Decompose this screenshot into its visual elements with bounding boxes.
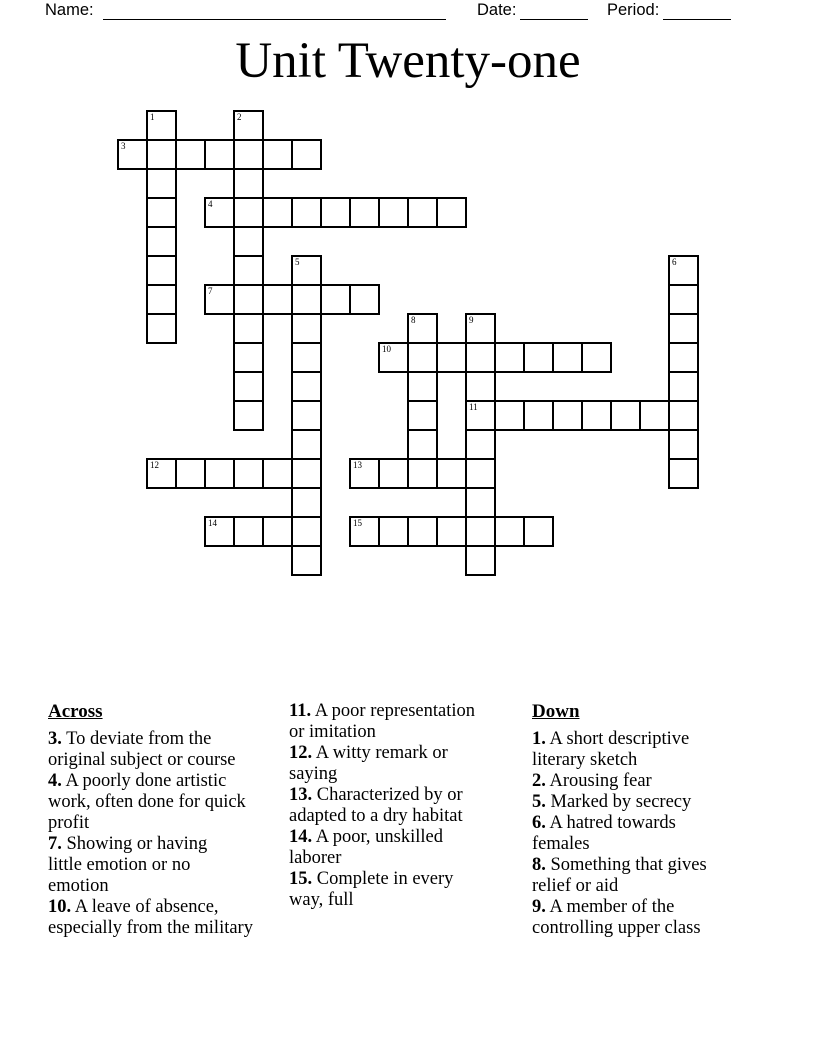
grid-cell[interactable] xyxy=(262,284,293,315)
clue-text-line: literary sketch xyxy=(532,750,638,770)
grid-cell[interactable] xyxy=(407,371,438,402)
cell-number: 14 xyxy=(208,518,217,528)
grid-cell[interactable] xyxy=(494,342,525,373)
clue-number: 5. xyxy=(532,792,546,812)
clue-text-line: 11. A poor representation xyxy=(289,701,475,721)
grid-cell[interactable] xyxy=(291,371,322,402)
grid-cell[interactable] xyxy=(349,516,380,547)
cell-number: 8 xyxy=(411,315,416,325)
grid-cell[interactable] xyxy=(291,487,322,518)
cell-number: 9 xyxy=(469,315,474,325)
grid-cell[interactable] xyxy=(233,458,264,489)
down-clue-list xyxy=(532,729,732,939)
cell-number: 10 xyxy=(382,344,391,354)
grid-cell[interactable] xyxy=(407,400,438,431)
grid-cell[interactable] xyxy=(233,139,264,170)
grid-cell[interactable] xyxy=(523,516,554,547)
clue-number: 4. xyxy=(48,771,62,791)
grid-cell[interactable] xyxy=(204,139,235,170)
page-title: Unit Twenty-one xyxy=(235,33,581,89)
grid-cell[interactable] xyxy=(349,458,380,489)
clue-number: 2. xyxy=(532,771,546,791)
clue-number: 9. xyxy=(532,897,546,917)
grid-cell[interactable] xyxy=(465,516,496,547)
grid-cell[interactable] xyxy=(349,284,380,315)
clue-text-line: little emotion or no xyxy=(48,855,191,875)
clue-text-line: 14. A poor, unskilled xyxy=(289,827,443,847)
grid-cell[interactable] xyxy=(465,400,496,431)
clue-text-line: emotion xyxy=(48,876,109,896)
cell-number: 3 xyxy=(121,141,126,151)
clue-across-15 xyxy=(289,869,504,911)
grid-cell[interactable] xyxy=(291,516,322,547)
clue-number: 1. xyxy=(532,729,546,749)
grid-cell[interactable] xyxy=(291,284,322,315)
grid-cell[interactable] xyxy=(291,458,322,489)
grid-cell[interactable] xyxy=(552,400,583,431)
grid-cell[interactable] xyxy=(581,342,612,373)
clue-across-13 xyxy=(289,785,504,827)
grid-cell[interactable] xyxy=(262,516,293,547)
clue-down-9 xyxy=(532,897,732,939)
grid-cell[interactable] xyxy=(407,458,438,489)
grid-cell[interactable] xyxy=(639,400,670,431)
clue-text-line: 6. A hatred towards xyxy=(532,813,676,833)
grid-cell[interactable] xyxy=(378,458,409,489)
grid-cell[interactable] xyxy=(465,458,496,489)
grid-cell[interactable] xyxy=(233,313,264,344)
grid-cell[interactable] xyxy=(233,371,264,402)
grid-cell[interactable] xyxy=(349,197,380,228)
grid-cell[interactable] xyxy=(407,516,438,547)
grid-cell[interactable] xyxy=(204,284,235,315)
across-clue-list-continued xyxy=(289,701,504,911)
clue-across-4 xyxy=(48,771,288,834)
grid-cell[interactable] xyxy=(581,400,612,431)
grid-cell[interactable] xyxy=(668,313,699,344)
clue-text-line: 10. A leave of absence, xyxy=(48,897,219,917)
grid-cell[interactable] xyxy=(262,458,293,489)
grid-cell[interactable] xyxy=(291,342,322,373)
grid-cell[interactable] xyxy=(378,197,409,228)
clue-across-11 xyxy=(289,701,504,743)
grid-cell[interactable] xyxy=(146,139,177,170)
grid-cell[interactable] xyxy=(291,139,322,170)
grid-cell[interactable] xyxy=(320,284,351,315)
clue-number: 7. xyxy=(48,834,62,854)
cell-number: 6 xyxy=(672,257,677,267)
clue-text-line: 15. Complete in every xyxy=(289,869,454,889)
grid-cell[interactable] xyxy=(320,197,351,228)
grid-cell[interactable] xyxy=(494,516,525,547)
grid-cell[interactable] xyxy=(291,429,322,460)
period-blank-line[interactable] xyxy=(663,3,731,20)
clues-column-down xyxy=(532,701,732,939)
grid-cell[interactable] xyxy=(233,168,264,199)
clue-text-line: especially from the military xyxy=(48,918,253,938)
cell-number: 11 xyxy=(469,402,478,412)
grid-cell[interactable] xyxy=(291,313,322,344)
down-heading: Down xyxy=(532,701,580,722)
grid-cell[interactable] xyxy=(465,429,496,460)
clues-column-middle xyxy=(289,701,504,911)
grid-cell[interactable] xyxy=(233,226,264,257)
clue-text-line: way, full xyxy=(289,890,354,910)
period-label: Period: xyxy=(607,1,660,19)
clue-text-line: work, often done for quick xyxy=(48,792,246,812)
clue-number: 8. xyxy=(532,855,546,875)
grid-cell[interactable] xyxy=(146,284,177,315)
clue-number: 13. xyxy=(289,785,313,805)
grid-cell[interactable] xyxy=(146,226,177,257)
grid-cell[interactable] xyxy=(552,342,583,373)
clue-text-line: adapted to a dry habitat xyxy=(289,806,463,826)
cell-number: 13 xyxy=(353,460,362,470)
clue-text-line: 5. Marked by secrecy xyxy=(532,792,692,812)
clue-text-line: females xyxy=(532,834,590,854)
clue-text-line: controlling upper class xyxy=(532,918,701,938)
grid-cell[interactable] xyxy=(407,197,438,228)
clue-text-line: 2. Arousing fear xyxy=(532,771,652,791)
clue-text-line: 4. A poorly done artistic xyxy=(48,771,227,791)
clue-text-line: relief or aid xyxy=(532,876,619,896)
grid-cell[interactable] xyxy=(175,139,206,170)
cell-number: 2 xyxy=(237,112,242,122)
grid-cell[interactable] xyxy=(668,400,699,431)
grid-cell[interactable] xyxy=(610,400,641,431)
clue-across-3 xyxy=(48,729,288,771)
cell-number: 7 xyxy=(208,286,213,296)
grid-cell[interactable] xyxy=(146,458,177,489)
clue-number: 6. xyxy=(532,813,546,833)
grid-cell[interactable] xyxy=(436,458,467,489)
clue-number: 14. xyxy=(289,827,313,847)
grid-cell[interactable] xyxy=(465,342,496,373)
clue-number: 15. xyxy=(289,869,313,889)
grid-cell[interactable] xyxy=(175,458,206,489)
grid-cell[interactable] xyxy=(668,429,699,460)
clue-down-5 xyxy=(532,792,732,813)
grid-cell[interactable] xyxy=(233,110,264,141)
name-label: Name: xyxy=(45,1,94,19)
grid-cell[interactable] xyxy=(117,139,148,170)
grid-cell[interactable] xyxy=(262,197,293,228)
cell-number: 12 xyxy=(150,460,159,470)
clue-number: 10. xyxy=(48,897,72,917)
clue-number: 3. xyxy=(48,729,62,749)
grid-cell[interactable] xyxy=(465,487,496,518)
clue-text-line: profit xyxy=(48,813,90,833)
grid-cell[interactable] xyxy=(204,458,235,489)
clue-across-10 xyxy=(48,897,288,939)
grid-cell[interactable] xyxy=(233,342,264,373)
clue-down-1 xyxy=(532,729,732,771)
clue-text-line: 3. To deviate from the xyxy=(48,729,212,749)
grid-cell[interactable] xyxy=(668,284,699,315)
grid-cell[interactable] xyxy=(233,255,264,286)
clue-text-line: or imitation xyxy=(289,722,376,742)
clue-number: 11. xyxy=(289,701,312,721)
grid-cell[interactable] xyxy=(378,516,409,547)
grid-cell[interactable] xyxy=(465,313,496,344)
grid-cell[interactable] xyxy=(436,197,467,228)
clue-text-line: 9. A member of the xyxy=(532,897,675,917)
grid-cell[interactable] xyxy=(291,197,322,228)
date-blank-line[interactable] xyxy=(520,3,588,20)
grid-cell[interactable] xyxy=(146,255,177,286)
clue-text-line: 12. A witty remark or xyxy=(289,743,448,763)
grid-cell[interactable] xyxy=(146,168,177,199)
clue-text-line: 7. Showing or having xyxy=(48,834,208,854)
grid-cell[interactable] xyxy=(407,429,438,460)
clue-across-7 xyxy=(48,834,288,897)
grid-cell[interactable] xyxy=(523,342,554,373)
grid-cell[interactable] xyxy=(494,400,525,431)
crossword-grid xyxy=(117,110,699,576)
grid-cell[interactable] xyxy=(436,516,467,547)
cell-number: 4 xyxy=(208,199,213,209)
grid-cell[interactable] xyxy=(146,197,177,228)
grid-cell[interactable] xyxy=(233,400,264,431)
grid-cell[interactable] xyxy=(262,139,293,170)
clue-text-line: laborer xyxy=(289,848,342,868)
clue-down-2 xyxy=(532,771,732,792)
grid-cell[interactable] xyxy=(407,342,438,373)
clue-text-line: 1. A short descriptive xyxy=(532,729,690,749)
grid-cell[interactable] xyxy=(378,342,409,373)
grid-cell[interactable] xyxy=(465,371,496,402)
cell-number: 5 xyxy=(295,257,300,267)
clue-number: 12. xyxy=(289,743,313,763)
clue-down-8 xyxy=(532,855,732,897)
across-clue-list xyxy=(48,729,288,939)
grid-cell[interactable] xyxy=(465,545,496,576)
clue-text-line: saying xyxy=(289,764,338,784)
grid-cell[interactable] xyxy=(291,400,322,431)
grid-cell[interactable] xyxy=(407,313,438,344)
grid-cell[interactable] xyxy=(291,255,322,286)
grid-cell[interactable] xyxy=(204,197,235,228)
grid-cell[interactable] xyxy=(668,458,699,489)
clue-text-line: original subject or course xyxy=(48,750,236,770)
clue-text-line: 8. Something that gives xyxy=(532,855,707,875)
grid-cell[interactable] xyxy=(668,371,699,402)
grid-cell[interactable] xyxy=(233,284,264,315)
grid-cell[interactable] xyxy=(291,545,322,576)
grid-cell[interactable] xyxy=(204,516,235,547)
grid-cell[interactable] xyxy=(523,400,554,431)
clue-across-14 xyxy=(289,827,504,869)
grid-cell[interactable] xyxy=(668,342,699,373)
grid-cell[interactable] xyxy=(233,516,264,547)
cell-number: 15 xyxy=(353,518,362,528)
clue-down-6 xyxy=(532,813,732,855)
grid-cell[interactable] xyxy=(233,197,264,228)
clue-across-12 xyxy=(289,743,504,785)
grid-cell[interactable] xyxy=(146,110,177,141)
clues-column-across xyxy=(48,701,288,939)
clue-text-line: 13. Characterized by or xyxy=(289,785,463,805)
date-label: Date: xyxy=(477,1,517,19)
name-blank-line[interactable] xyxy=(103,3,446,20)
grid-cell[interactable] xyxy=(668,255,699,286)
across-heading: Across xyxy=(48,701,103,722)
grid-cell[interactable] xyxy=(436,342,467,373)
cell-number: 1 xyxy=(150,112,155,122)
grid-cell[interactable] xyxy=(146,313,177,344)
